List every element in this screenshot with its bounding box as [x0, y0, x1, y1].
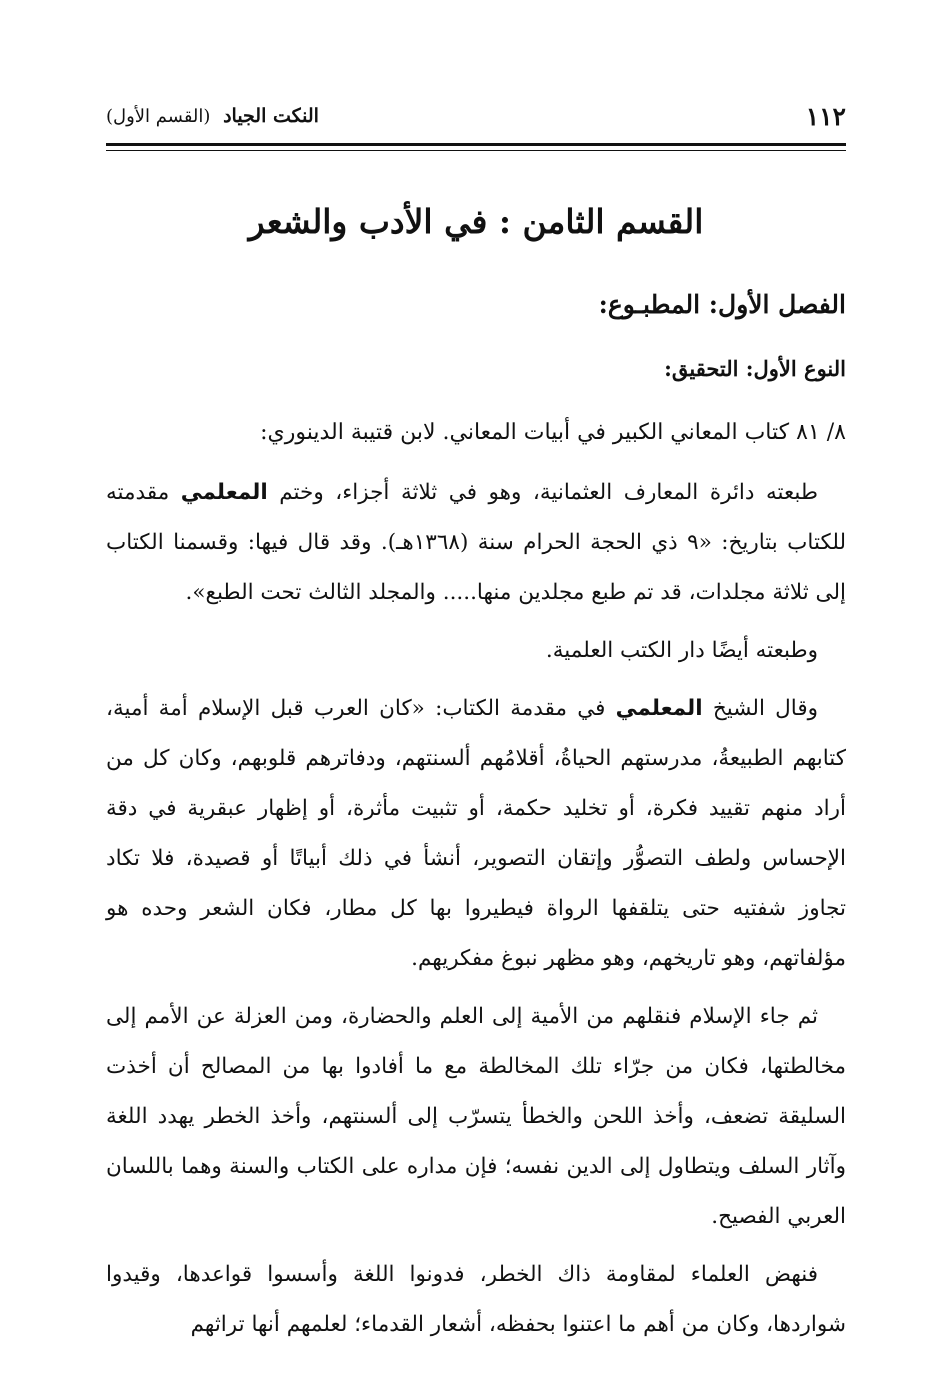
author-name: المعلمي [180, 480, 268, 505]
paragraph-2: وطبعته أيضًا دار الكتب العلمية. [545, 638, 818, 663]
chapter-title: الفصل الأول: المطبـوع: [598, 290, 846, 319]
header-rule-thick [106, 143, 846, 146]
type-title: النوع الأول: التحقيق: [664, 356, 846, 381]
paragraph-3-end: في مقدمة الكتاب: «كان العرب قبل الإسلام أمة أمية، كتابهم الطبيعةُ، مدرستهم الحياةُ، أقلامُهم ألسنتهم، ودفاترهم قلوبهم، وكان كل من أراد منهم تقييد فكرة، أو تخليد حكمة، أو تثبيت مأثرة، أو إظهار عبقرية في دقة الإحساس ولطف التصوُّر وإتقان التصوير، أنشأ في ذلك أبياتًا أو قصيدة، فلا تكاد تجاوز شفتيه حتى يتلقفها الرواة فيطيروا بها كل مطار، فكان الشعر وحده هو مؤلفاتهم، وهو تاريخهم، وهو مظهر نبوغ مفكريهم. [106, 696, 846, 971]
paragraph-1-end: مقدمته للكتاب بتاريخ: «٩ ذي الحجة الحرام سنة (١٣٦٨هـ). وقد قال فيها: وقسمنا الكتاب إلى ثلاثة مجلدات، قد تم طبع مجلدين منها..... والمجلد الثالث تحت الطبع». [106, 480, 846, 605]
body-text [106, 468, 846, 1358]
entry-title: ٨/ ٨١ كتاب المعاني الكبير في أبيات المعاني. لابن قتيبة الدينوري: [260, 420, 846, 445]
paragraph-3-start: وقال الشيخ [712, 696, 818, 721]
book-title-name: النكت الجياد [223, 105, 319, 127]
page-number: ١١٢ [805, 101, 846, 131]
running-header [106, 96, 846, 136]
book-part: (القسم الأول) [106, 106, 211, 127]
paragraph-5: فنهض العلماء لمقاومة ذاك الخطر، فدونوا اللغة وأسسوا قواعدها، وقيدوا شواردها، وكان من أهم ما اعتنوا بحفظه، أشعار القدماء؛ لعلمهم أنها تراثهم [106, 1262, 846, 1337]
book-title [106, 105, 319, 127]
paragraph-4: ثم جاء الإسلام فنقلهم من الأمية إلى العلم والحضارة، ومن العزلة عن الأمم إلى مخالطتها، فكان من جرّاء تلك المخالطة مع ما أفادوا بها من المصالح أن أخذت السليقة تضعف، وأخذ اللحن والخطأ يتسرّب إلى ألسنتهم، وأخذ الخطر يهدد اللغة وآثار السلف ويتطاول إلى الدين نفسه؛ فإن مداره على الكتاب والسنة وهما باللسان العربي الفصيح. [106, 1004, 846, 1229]
paragraph-1 [106, 468, 846, 618]
paragraph-1-start: طبعته دائرة المعارف العثمانية، وهو في ثلاثة أجزاء، وختم [279, 480, 818, 505]
header-rule-thin [106, 150, 846, 151]
paragraph-3 [106, 684, 846, 984]
section-title: القسم الثامن : في الأدب والشعر [248, 202, 704, 241]
author-name: المعلمي [615, 696, 703, 721]
